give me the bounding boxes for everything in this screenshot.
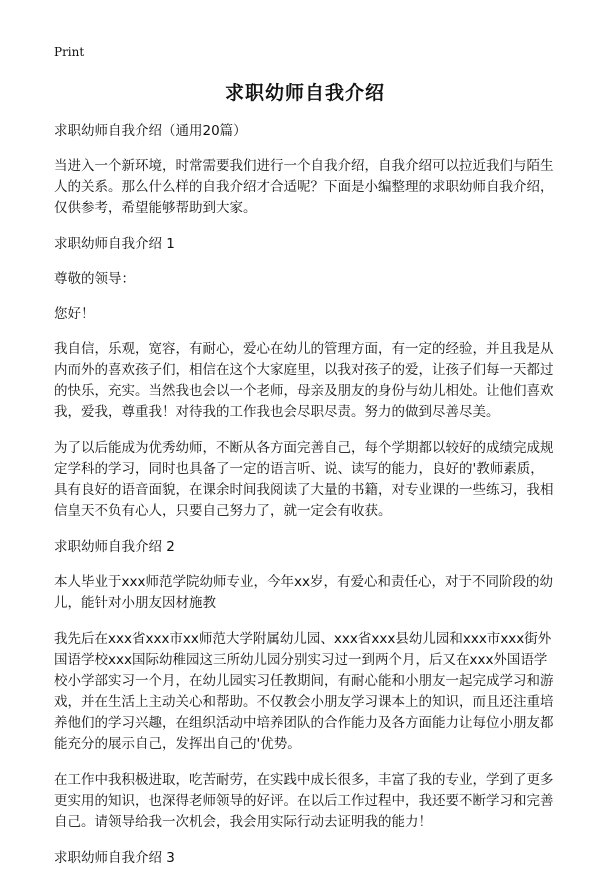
print-link[interactable]: Print — [54, 45, 85, 59]
section-1-paragraph-2: 为了以后能成为优秀幼师，不断从各方面完善自己，每个学期都以较好的成绩完成规定学科的学习，同时也具备了一定的语言听、说、读写的能力，良好的'教师素质，具有良好的语音面貌，在课余时间我阅读了大量的书籍，对专业课的一些练习，我相信皇天不负有心人，只要自己努力了，就一定会有收获。 — [54, 440, 554, 519]
greeting: 您好！ — [54, 306, 95, 322]
section-1-paragraph-1: 我自信，乐观，宽容，有耐心，爱心在幼儿的管理方面，有一定的经验，并且我是从内而外的喜欢孩子们，相信在这个大家庭里，以我对孩子的爱，让孩子们每一天都过的快乐，充实。当然我也会以一个老师，母亲及朋友的身份与幼儿相处。让他们喜欢我，爱我，尊重我！对待我的工作我也会尽职尽责。努力的做到尽善尽美。 — [54, 341, 554, 420]
section-heading-1: 求职幼师自我介绍 1 — [54, 236, 175, 252]
page-title: 求职幼师自我介绍 — [224, 82, 385, 104]
salutation: 尊敬的领导： — [54, 271, 135, 287]
section-2-paragraph-1: 本人毕业于xxx师范学院幼师专业，今年xx岁，有爱心和责任心，对于不同阶段的幼儿，能针对小朋友因材施教 — [54, 574, 553, 611]
document-subtitle: 求职幼师自我介绍（通用20篇） — [54, 123, 247, 139]
section-2-paragraph-2: 我先后在xxx省xxx市xx师范大学附属幼儿园、xxx省xxx县幼儿园和xxx市xxx街外国语学校xxx国际幼稚园这三所幼儿园分别实习过一到两个月，后又在xxx外国语学校小学部实习一个月，在幼儿园实习任教期间，有耐心能和小朋友一起完成学习和游戏，并在生活上主动关心和帮助。不仅教会小朋友学习课本上的知识，而且还注重培养他们的学习兴趣，在组织活动中培养团队的合作能力及各方面能力让每位小朋友都能充分的展示自己，发挥出自己的'优势。 — [54, 631, 554, 752]
section-heading-2: 求职幼师自我介绍 2 — [54, 539, 175, 555]
section-2-paragraph-3: 在工作中我积极进取，吃苦耐劳，在实践中成长很多，丰富了我的专业，学到了更多更实用的知识，也深得老师领导的好评。在以后工作过程中，我还要不断学习和完善自己。请领导给我一次机会，我会用实际行动去证明我的能力！ — [54, 772, 554, 830]
section-heading-3: 求职幼师自我介绍 3 — [54, 850, 175, 866]
intro-paragraph: 当进入一个新环境，时常需要我们进行一个自我介绍，自我介绍可以拉近我们与陌生人的关系。那么什么样的自我介绍才合适呢？下面是小编整理的求职幼师自我介绍，仅供参考，希望能够帮助到大家。 — [54, 158, 554, 216]
